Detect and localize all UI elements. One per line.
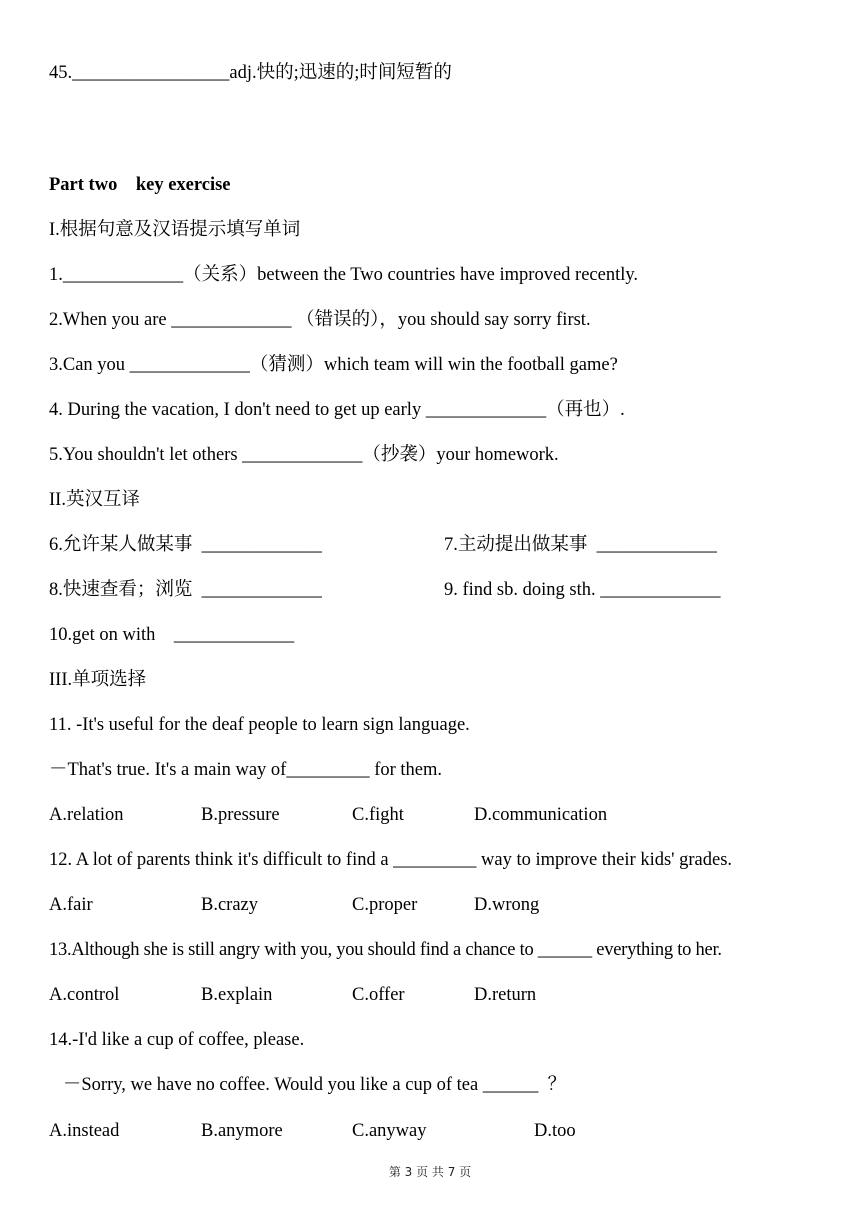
- question-6: 6.允许某人做某事 _____________: [49, 535, 322, 555]
- question-13: 13.Although she is still angry with you, you should find a chance to ______ everything to her.: [49, 940, 722, 960]
- question-8: 8.快速查看；浏览 _____________: [49, 580, 322, 600]
- section-3-heading: III.单项选择: [49, 670, 147, 690]
- question-14-reply: －Sorry, we have no coffee. Would you like a cup of tea ______ ？: [49, 1075, 567, 1095]
- option-13-a: A.control: [49, 985, 120, 1005]
- part-two-heading: Part two key exercise: [49, 175, 231, 195]
- question-11-reply: －That's true. It's a main way of_________ for them.: [49, 760, 443, 780]
- section-1-heading: I.根据句意及汉语提示填写单词: [49, 220, 301, 240]
- option-11-a: A.relation: [49, 805, 124, 825]
- option-14-a: A.instead: [49, 1121, 120, 1141]
- question-12: 12. A lot of parents think it's difficult to find a _________ way to improve their kids' grades.: [49, 850, 733, 870]
- question-2: 2.When you are _____________ （错误的），you should say sorry first.: [49, 310, 591, 330]
- option-13-c: C.offer: [352, 985, 405, 1005]
- question-4: 4. During the vacation, I don't need to get up early _____________（再也）.: [49, 400, 625, 420]
- question-9: 9. find sb. doing sth. _____________: [444, 580, 721, 600]
- question-1: 1._____________（关系）between the Two countries have improved recently.: [49, 265, 639, 285]
- option-12-a: A.fair: [49, 895, 93, 915]
- page-footer: 第 3 页 共 7 页: [388, 1165, 472, 1179]
- option-12-c: C.proper: [352, 895, 418, 915]
- option-14-d: D.too: [534, 1121, 576, 1141]
- option-13-b: B.explain: [201, 985, 273, 1005]
- question-3: 3.Can you _____________（猜测）which team will win the football game?: [49, 355, 618, 375]
- option-13-d: D.return: [474, 985, 537, 1005]
- question-5: 5.You shouldn't let others _____________（抄袭）your homework.: [49, 445, 559, 465]
- question-11-prompt: 11. -It's useful for the deaf people to learn sign language.: [49, 715, 470, 735]
- question-14-prompt: 14.-I'd like a cup of coffee, please.: [49, 1030, 305, 1050]
- option-14-c: C.anyway: [352, 1121, 427, 1141]
- question-10: 10.get on with _____________: [49, 625, 295, 645]
- item-45: 45._________________adj.快的;迅速的;时间短暂的: [49, 63, 452, 83]
- option-14-b: B.anymore: [201, 1121, 283, 1141]
- option-12-d: D.wrong: [474, 895, 540, 915]
- question-7: 7.主动提出做某事 _____________: [444, 535, 717, 555]
- option-12-b: B.crazy: [201, 895, 259, 915]
- option-11-b: B.pressure: [201, 805, 280, 825]
- section-2-heading: II.英汉互译: [49, 490, 140, 510]
- option-11-d: D.communication: [474, 805, 608, 825]
- option-11-c: C.fight: [352, 805, 404, 825]
